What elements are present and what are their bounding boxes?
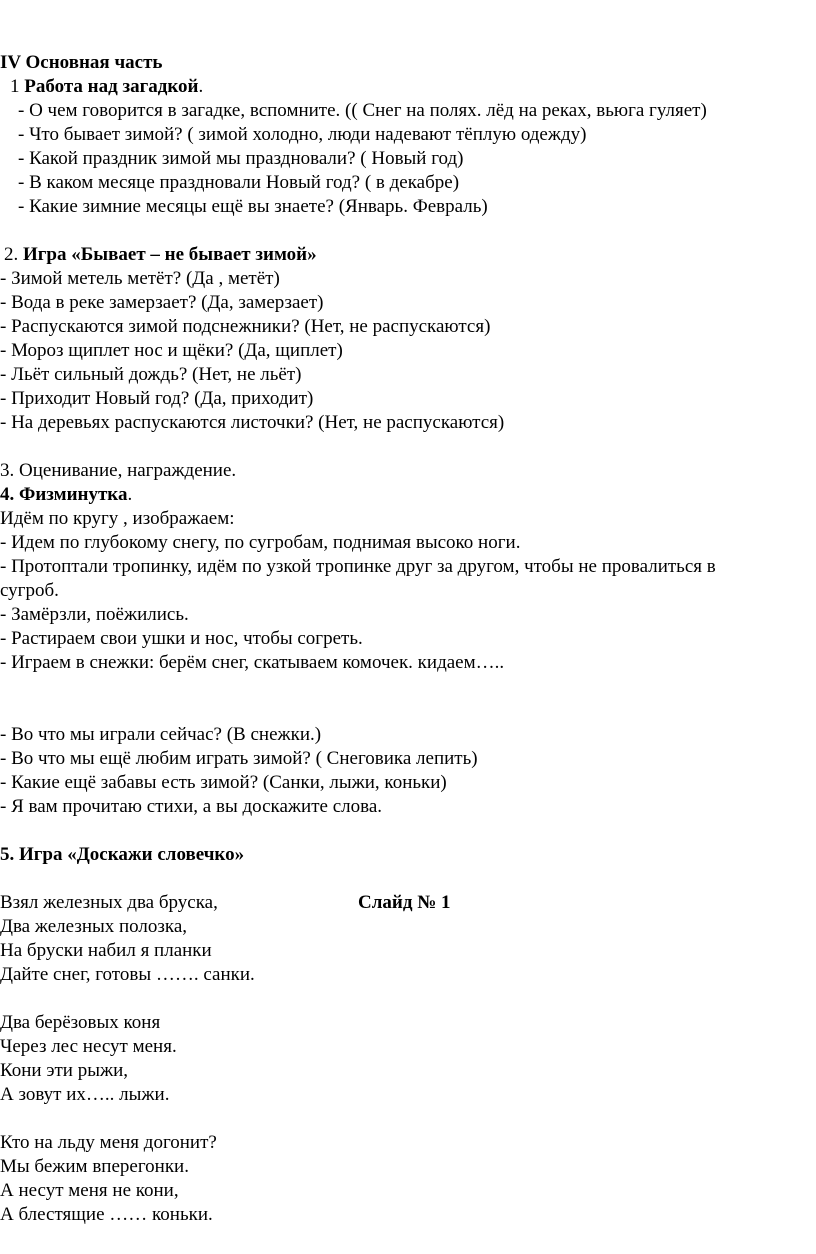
riddle-line: - Какие зимние месяцы ещё вы знаете? (Январь. Февраль) [18, 196, 488, 217]
riddle-number: 1 [10, 76, 20, 97]
physminute-title-tail: . [127, 484, 133, 505]
game2-heading [4, 243, 317, 267]
riddle-line: - В каком месяце праздновали Новый год? ( в декабре) [18, 172, 460, 193]
game2-line: - Приходит Новый год? (Да, приходит) [0, 388, 314, 409]
question-line: - Какие ещё забавы есть зимой? (Санки, лыжи, коньки) [0, 772, 447, 793]
game2-line: - Вода в реке замерзает? (Да, замерзает) [0, 292, 324, 313]
physminute-intro: Идём по кругу , изображаем: [0, 508, 235, 529]
physminute-line: сугроб. [0, 580, 59, 601]
physminute-title: 4. Физминутка [0, 484, 128, 505]
riddle-title-tail: . [198, 76, 204, 97]
riddle-heading [10, 75, 203, 99]
riddle-line: - Какой праздник зимой мы праздновали? ( Новый год) [18, 148, 464, 169]
question-line: - Во что мы ещё любим играть зимой? ( Снеговика лепить) [0, 748, 478, 769]
game2-line: - Мороз щиплет нос и щёки? (Да, щиплет) [0, 340, 343, 361]
riddle-line: - Что бывает зимой? ( зимой холодно, люди надевают тёплую одежду) [18, 124, 587, 145]
evaluation-line: 3. Оценивание, награждение. [0, 460, 237, 481]
poem1-line: Два железных полозка, [0, 916, 188, 937]
question-line: - Во что мы играли сейчас? (В снежки.) [0, 724, 322, 745]
poem1-line: На бруски набил я планки [0, 940, 212, 961]
question-line: - Я вам прочитаю стихи, а вы доскажите слова. [0, 796, 383, 817]
poem3-line: А несут меня не кони, [0, 1180, 179, 1201]
physminute-line: - Замёрзли, поёжились. [0, 604, 189, 625]
game2-number: 2. [4, 244, 19, 265]
poem1-line: Взял железных два бруска, [0, 892, 218, 913]
poem2-line: А зовут их….. лыжи. [0, 1084, 170, 1105]
riddle-title: Работа над загадкой [24, 76, 199, 97]
poem2-line: Два берёзовых коня [0, 1012, 161, 1033]
poem3-line: Кто на льду меня догонит? [0, 1132, 217, 1153]
poem2-line: Через лес несут меня. [0, 1036, 177, 1057]
game2-line: - На деревьях распускаются листочки? (Нет, не распускаются) [0, 412, 505, 433]
game2-line: - Распускаются зимой подснежники? (Нет, не распускаются) [0, 316, 491, 337]
riddle-line: - О чем говорится в загадке, вспомните. (( Снег на полях. лёд на реках, вьюга гуляет) [18, 100, 707, 121]
poem3-line: Мы бежим вперегонки. [0, 1156, 189, 1177]
poem2-line: Кони эти рыжи, [0, 1060, 128, 1081]
game5-title: 5. Игра «Доскажи словечко» [0, 844, 245, 865]
physminute-heading [0, 483, 132, 507]
section-title: IV Основная часть [0, 52, 163, 73]
poem3-line: А блестящие …… коньки. [0, 1204, 213, 1225]
physminute-line: - Играем в снежки: берём снег, скатываем комочек. кидаем….. [0, 652, 505, 673]
physminute-line: - Растираем свои ушки и нос, чтобы согреть. [0, 628, 363, 649]
game2-line: - Льёт сильный дождь? (Нет, не льёт) [0, 364, 302, 385]
physminute-line: - Идем по глубокому снегу, по сугробам, поднимая высоко ноги. [0, 532, 521, 553]
game2-line: - Зимой метель метёт? (Да , метёт) [0, 268, 280, 289]
poem1-line: Дайте снег, готовы ……. санки. [0, 964, 255, 985]
game2-title: Игра «Бывает – не бывает зимой» [23, 244, 317, 265]
slide-label: Слайд № 1 [358, 892, 451, 913]
physminute-line: - Протоптали тропинку, идём по узкой тропинке друг за другом, чтобы не провалиться в [0, 556, 716, 577]
